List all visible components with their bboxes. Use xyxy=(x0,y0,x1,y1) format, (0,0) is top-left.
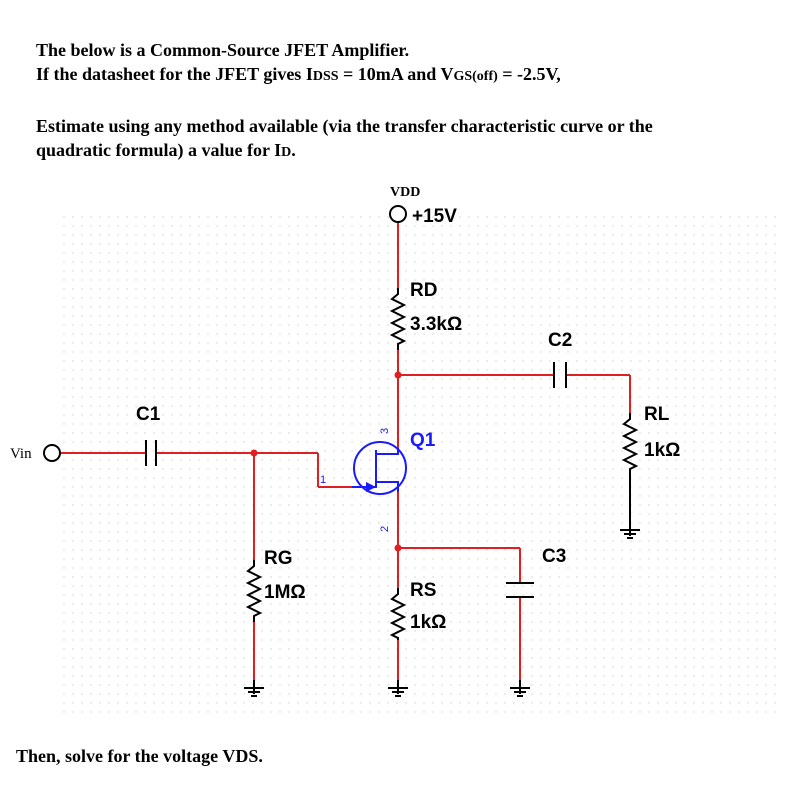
c2-name: C2 xyxy=(548,330,573,351)
vdd-value: +15V xyxy=(412,206,457,227)
question-line-3: Estimate using any method available (via the transfer characteristic curve or the xyxy=(36,116,653,136)
question-line-1: The below is a Common-Source JFET Amplifier. xyxy=(36,40,410,60)
question-line-4: quadratic formula) a value for ID. xyxy=(36,140,296,160)
rg-name: RG xyxy=(264,548,293,569)
pin-source-number: 2 xyxy=(379,525,391,532)
question-line-2: If the datasheet for the JFET gives IDSS = 10mA and VGS(off) = -2.5V, xyxy=(36,64,561,84)
question-footer: Then, solve for the voltage VDS. xyxy=(16,746,263,766)
rl-value: 1kΩ xyxy=(644,440,681,461)
pin-drain-number: 3 xyxy=(379,427,391,434)
vin-label: Vin xyxy=(10,446,32,462)
c1-name: C1 xyxy=(136,404,161,425)
vdd-terminal xyxy=(390,206,406,222)
c3-name: C3 xyxy=(542,546,567,567)
q1-name: Q1 xyxy=(410,430,436,451)
rs-value: 1kΩ xyxy=(410,612,447,633)
pin-gate-number: 1 xyxy=(320,474,327,486)
junction-drain xyxy=(395,372,402,379)
junction-gate xyxy=(251,450,258,457)
rs-name: RS xyxy=(410,580,437,601)
rl-name: RL xyxy=(644,404,670,425)
rg-value: 1MΩ xyxy=(264,582,306,603)
rd-name: RD xyxy=(410,280,438,301)
vdd-label: VDD xyxy=(390,185,421,200)
vin-terminal xyxy=(44,445,60,461)
junction-source xyxy=(395,545,402,552)
rd-value: 3.3kΩ xyxy=(410,314,463,335)
